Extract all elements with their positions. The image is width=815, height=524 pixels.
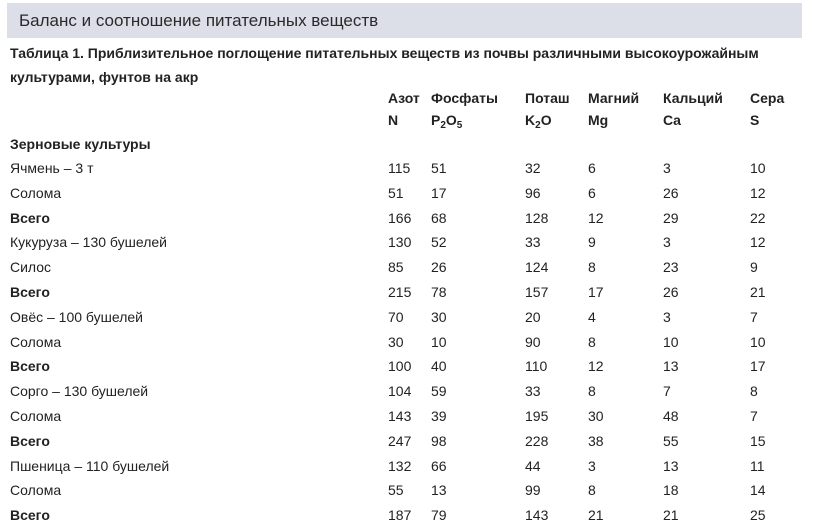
total-row-label: Всего xyxy=(10,284,50,300)
table-cell: 110 xyxy=(525,358,548,374)
table-cell: 228 xyxy=(525,433,549,449)
table-cell: 124 xyxy=(525,259,549,275)
table-cell: 30 xyxy=(431,309,447,325)
table-cell: 85 xyxy=(388,259,404,275)
table-cell: 195 xyxy=(525,408,549,424)
table-cell: 7 xyxy=(663,383,671,399)
table-cell: 8 xyxy=(588,259,596,275)
table-cell: 38 xyxy=(588,433,604,449)
row-label: Солома xyxy=(10,408,62,424)
row-label: Пшеница – 110 бушелей xyxy=(10,458,170,474)
column-header-symbol: N xyxy=(388,112,399,128)
table-cell: 26 xyxy=(663,284,679,300)
table-cell: 18 xyxy=(663,482,679,498)
table-cell: 14 xyxy=(750,482,766,498)
row-label: Овёс – 100 бушелей xyxy=(10,309,143,325)
table-cell: 128 xyxy=(525,210,549,226)
section-title: Баланс и соотношение питательных веществ xyxy=(7,3,802,38)
table-cell: 9 xyxy=(588,234,596,250)
table-cell: 21 xyxy=(588,507,604,523)
total-row-label: Всего xyxy=(10,210,50,226)
column-header-name: Кальций xyxy=(663,90,723,106)
column-header-name: Поташ xyxy=(525,90,570,106)
table-cell: 130 xyxy=(388,234,412,250)
table-cell: 30 xyxy=(588,408,604,424)
row-label: Сорго – 130 бушелей xyxy=(10,383,149,399)
table-cell: 12 xyxy=(588,358,604,374)
total-row-label: Всего xyxy=(10,358,50,374)
table-cell: 13 xyxy=(663,358,679,374)
table-cell: 17 xyxy=(431,185,447,201)
table-cell: 33 xyxy=(525,383,541,399)
table-cell: 68 xyxy=(431,210,447,226)
column-header-name: Магний xyxy=(588,90,640,106)
table-cell: 17 xyxy=(588,284,604,300)
total-row-label: Всего xyxy=(10,433,50,449)
table-cell: 23 xyxy=(663,259,679,275)
table-cell: 29 xyxy=(663,210,679,226)
table-cell: 70 xyxy=(388,309,404,325)
table-cell: 66 xyxy=(431,458,447,474)
table-cell: 8 xyxy=(588,334,596,350)
table-cell: 99 xyxy=(525,482,541,498)
table-cell: 12 xyxy=(750,185,766,201)
table-cell: 3 xyxy=(588,458,596,474)
row-label: Кукуруза – 130 бушелей xyxy=(10,234,167,250)
table-cell: 96 xyxy=(525,185,541,201)
column-header-symbol: Ca xyxy=(663,112,681,128)
row-label: Солома xyxy=(10,482,62,498)
table-cell: 143 xyxy=(388,408,412,424)
column-header-name: Азот xyxy=(388,90,420,106)
table-cell: 104 xyxy=(388,383,412,399)
table-cell: 8 xyxy=(588,383,596,399)
row-label: Солома xyxy=(10,334,62,350)
table-cell: 215 xyxy=(388,284,412,300)
column-header-name: Сера xyxy=(750,90,785,106)
table-cell: 30 xyxy=(388,334,404,350)
table-cell: 25 xyxy=(750,507,766,523)
table-cell: 13 xyxy=(663,458,679,474)
table-cell: 4 xyxy=(588,309,596,325)
table-cell: 26 xyxy=(431,259,447,275)
table-cell: 8 xyxy=(588,482,596,498)
table-cell: 3 xyxy=(663,234,671,250)
total-row-label: Всего xyxy=(10,507,50,523)
table-cell: 10 xyxy=(663,334,679,350)
table-cell: 8 xyxy=(750,383,758,399)
table-cell: 9 xyxy=(750,259,758,275)
table-cell: 247 xyxy=(388,433,412,449)
table-cell: 12 xyxy=(588,210,604,226)
row-label: Ячмень – 3 т xyxy=(10,160,94,176)
table-cell: 17 xyxy=(750,358,766,374)
table-cell: 51 xyxy=(388,185,404,201)
table-cell: 115 xyxy=(388,160,411,176)
table-cell: 13 xyxy=(431,482,447,498)
group-label: Зерновые культуры xyxy=(10,136,151,152)
table-cell: 78 xyxy=(431,284,447,300)
table-cell: 10 xyxy=(750,160,766,176)
column-header-name: Фосфаты xyxy=(431,90,498,106)
table-cell: 15 xyxy=(750,433,766,449)
table-cell: 52 xyxy=(431,234,447,250)
table-cell: 98 xyxy=(431,433,447,449)
column-header-symbol: $K_2O$ xyxy=(525,112,552,131)
table-cell: 90 xyxy=(525,334,541,350)
table-cell: 187 xyxy=(388,507,412,523)
table-cell: 157 xyxy=(525,284,549,300)
table-cell: 100 xyxy=(388,358,412,374)
table-cell: 55 xyxy=(388,482,404,498)
table-cell: 32 xyxy=(525,160,541,176)
table-cell: 21 xyxy=(750,284,766,300)
table-cell: 79 xyxy=(431,507,447,523)
column-header-symbol: Mg xyxy=(588,112,609,128)
table-cell: 55 xyxy=(663,433,679,449)
table-cell: 21 xyxy=(663,507,679,523)
table-cell: 10 xyxy=(750,334,766,350)
table-cell: 166 xyxy=(388,210,412,226)
table-cell: 3 xyxy=(663,309,671,325)
table-cell: 51 xyxy=(431,160,447,176)
column-header-symbol: $P_2O_5$ xyxy=(431,112,463,131)
table-caption: Таблица 1. Приблизительное поглощение питательных веществ из почвы различными высокоурожайным культурами, фунтов на акр xyxy=(10,45,759,85)
table-cell: 22 xyxy=(750,210,766,226)
table-cell: 6 xyxy=(588,160,596,176)
table-cell: 7 xyxy=(750,309,758,325)
table-cell: 3 xyxy=(663,160,671,176)
table-cell: 11 xyxy=(750,458,765,474)
table-cell: 10 xyxy=(431,334,447,350)
table-cell: 7 xyxy=(750,408,758,424)
table-cell: 26 xyxy=(663,185,679,201)
table-cell: 132 xyxy=(388,458,412,474)
table-cell: 143 xyxy=(525,507,549,523)
table-cell: 20 xyxy=(525,309,541,325)
column-header-symbol: S xyxy=(750,112,760,128)
table-cell: 12 xyxy=(750,234,766,250)
table-cell: 44 xyxy=(525,458,541,474)
table-cell: 48 xyxy=(663,408,679,424)
row-label: Силос xyxy=(10,259,52,275)
table-cell: 59 xyxy=(431,383,447,399)
table-cell: 39 xyxy=(431,408,447,424)
row-label: Солома xyxy=(10,185,62,201)
table-cell: 6 xyxy=(588,185,596,201)
table-cell: 40 xyxy=(431,358,447,374)
table-cell: 33 xyxy=(525,234,541,250)
